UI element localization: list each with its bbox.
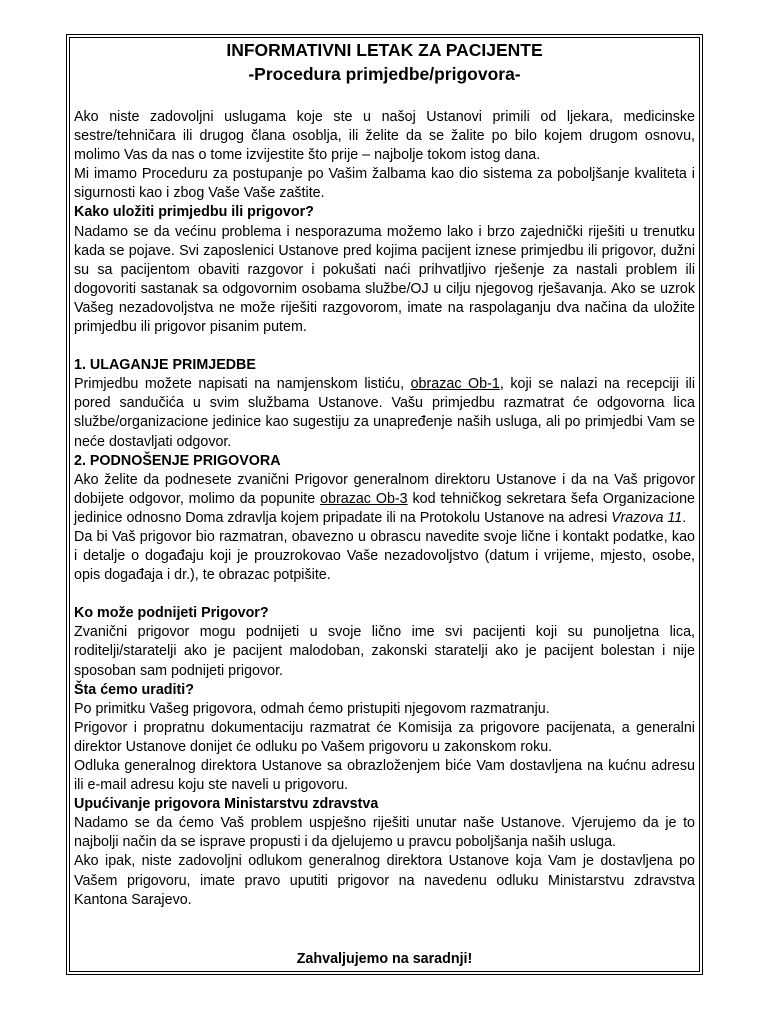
how-heading: Kako uložiti primjedbu ili prigovor? [74,204,314,221]
what-paragraph: Po primitku Vašeg prigovora, odmah ćemo pristupiti njegovom razmatranju. [74,700,550,717]
section1-text: , koji se nalazi na recepciji ili pored sandučića u svim službama Ustanove. Vašu primjedbu razmatrat će odgovorna lica službe/organizacione jedinice kao sugestiju za unapređenje naših usluga, ali po primjedbi Vam se neće dostavljati odgovor. [74,376,695,450]
ministry-paragraph: Ako ipak, niste zadovoljni odlukom generalnog direktora Ustanove koja Vam je dostavljena po Vašem prigovoru, imate pravo uputiti prigovor na navedenu odluku Ministarstvu zdravstva Kantona Sarajevo. [74,853,695,908]
ministry-heading: Upućivanje prigovora Ministarstvu zdravstva [74,796,379,813]
address: Vrazova 11 [611,509,683,526]
section2-paragraph [74,471,695,528]
intro-paragraph: Mi imamo Proceduru za postupanje po Vašim žalbama kao dio sistema za poboljšanje kvaliteta i sigurnosti kao i zbog Vaše Vaše zaštite. [74,166,695,202]
what-heading: Šta ćemo uraditi? [74,681,194,698]
form-ob3-link[interactable]: obrazac Ob-3 [320,490,408,507]
intro-paragraph: Ako niste zadovoljni uslugama koje ste u našoj Ustanovi primili od ljekara, medicinske sestre/tehničara ili drugog člana osoblja, ili želite da se žalite po bilo kojem drugom osnovu, molimo Vas da nas o tome izvijestite što prije – najbolje tokom istog dana. [74,109,695,164]
section2-text: Ako želite da podnesete zvanični Prigovor generalnom direktoru Ustanove i da na Vaš prigovor dobijete odgovor, molimo da popunite [74,471,695,507]
what-paragraph: Prigovor i propratnu dokumentaciju razmatrat će Komisija za prigovore pacijenata, a generalni direktor Ustanove donijet će odluku po Vašem prigovoru u zakonskom roku. [74,719,695,755]
ministry-paragraph: Nadamo se da ćemo Vaš problem uspješno riješiti unutar naše Ustanove. Vjerujemo da je to najbolji način da se isprave propusti i da djelujemo u pravcu poboljšanja naših usluga. [74,815,695,851]
section1-paragraph [74,375,695,451]
section1-text: Primjedbu možete napisati na namjenskom listiću, [74,376,411,393]
section2-text: kod tehničkog sekretara šefa Organizacione jedinice odnosno Doma zdravlja kojem pripadate ili na Protokolu Ustanove na adresi [74,490,695,526]
section2-paragraph-2: Da bi Vaš prigovor bio razmatran, obavezno u obrascu navedite svoje lične i kontakt podatke, kao i detalje o događaju koji je prouzrokovao Vaše nezadovoljstvo (datum i vrijeme, mjesto, osobe, opis događaja i dr.), te obrazac potpišite. [74,528,695,584]
section2-heading: 2. PODNOŠENJE PRIGOVORA [74,452,281,469]
who-paragraph: Zvanični prigovor mogu podnijeti u svoje lično ime svi pacijenti koji su punoljetna lica, roditelji/staratelji ako je pacijent malodoban, zakonski staratelji ako je pacijent bolestan i nije sposoban sam podnijeti prigovor. [74,624,695,679]
section1-heading: 1. ULAGANJE PRIMJEDBE [74,357,256,374]
who-heading: Ko može podnijeti Prigovor? [74,605,269,622]
leaflet-content [74,38,695,910]
spacer [74,585,695,604]
leaflet-subtitle: -Procedura primjedbe/prigovora- [248,64,521,84]
how-paragraph: Nadamo se da većinu problema i nesporazuma možemo lako i brzo zajednički riješiti u trenutku kada se pojave. Svi zaposlenici Ustanove pred kojima pacijent iznese primjedbu ili prigovor, dužni su sa pacijentom obaviti razgovor i pokušati naći prihvatljivo rješenje za nastali problem ili dogovoriti sastanak sa odgovornim osobama službe/OJ u cilju njegovog rješavanja. Ako se uzrok Vašeg nezadovoljstva ne može riješiti razgovorom, imate na raspolaganju dva načina da uložite primjedbu ili prigovor pisanim putem. [74,223,695,336]
thanks-note: Zahvaljujemo na saradnji! [296,951,473,967]
section2-text: . [682,509,687,526]
form-ob1-link[interactable]: obrazac Ob-1 [410,376,500,393]
spacer [74,337,695,356]
what-paragraph: Odluka generalnog direktora Ustanove sa obrazloženjem biće Vam dostavljena na kućnu adresu ili e-mail adresu koju ste naveli u prigovoru. [74,758,695,794]
leaflet-title: INFORMATIVNI LETAK ZA PACIJENTE [226,40,543,60]
